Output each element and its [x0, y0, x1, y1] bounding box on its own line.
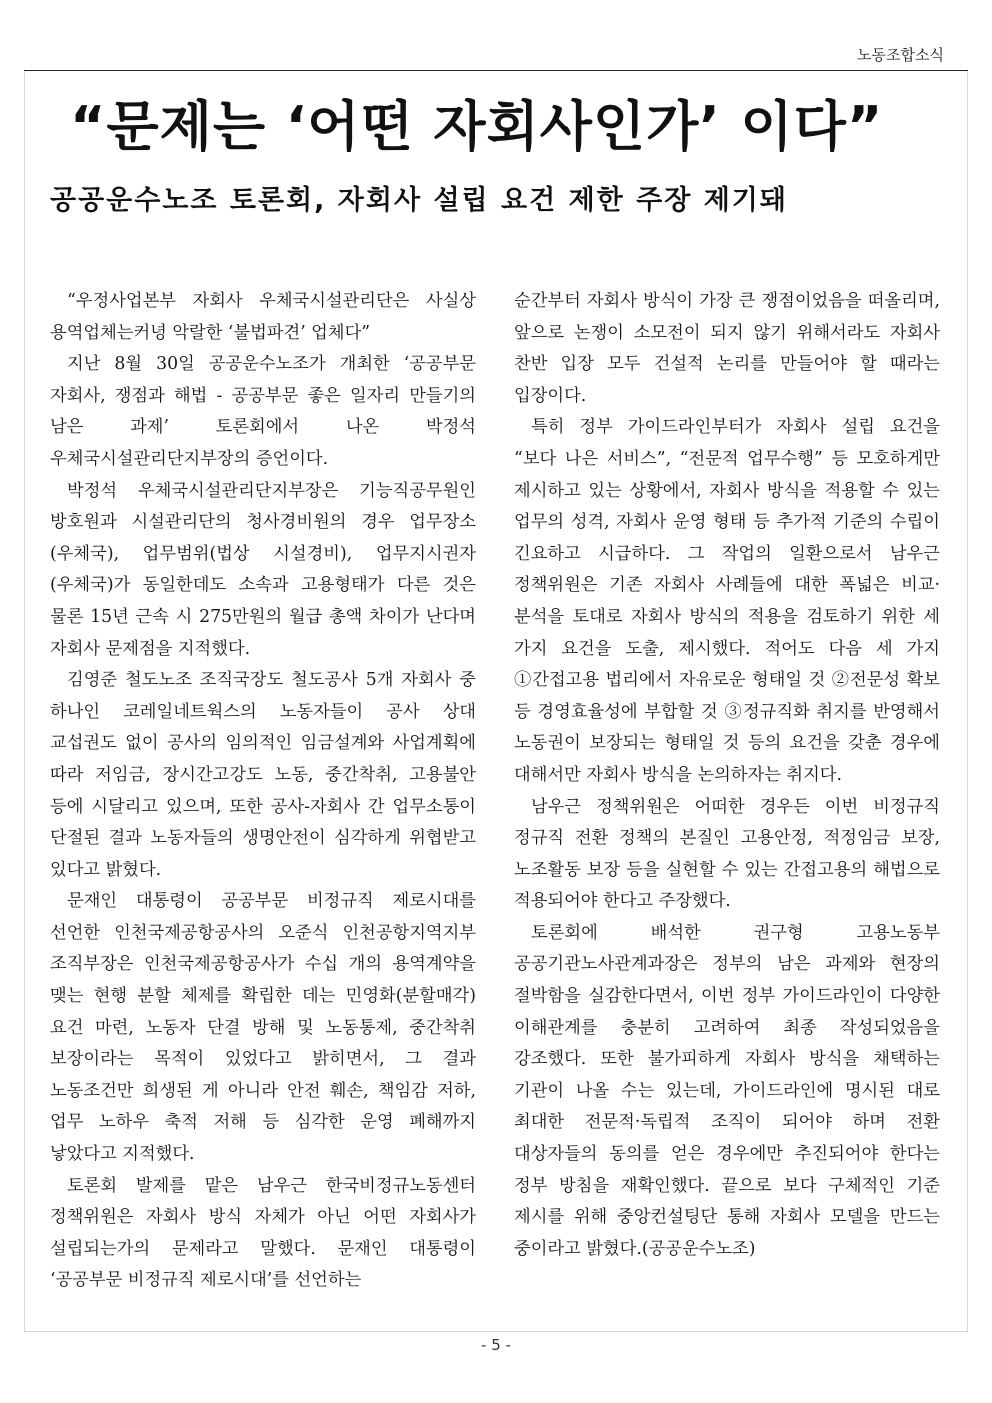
paragraph: 특히 정부 가이드라인부터가 자회사 설립 요건을 “보다 나은 서비스”, “전문적 업무수행” 등 모호하게만 제시하고 있는 상황에서, 자회사 방식을 적용할 수 있는 업무의 성격, 자회사 운영 형태 등 추가적 기준의 수립이 긴요하고 시급하다. 그 작업의 일환으로서 남우근 정책위원은 기존 자회사 사례들에 대한 폭넓은 비교·분석을 토대로 자회사 방식의 적용을 검토하기 위한 세 가지 요건을 도출, 제시했다. 적어도 다음 세 가지 ①간접고용 법리에서 자유로운 형태일 것 ②전문성 확보 등 경영효율성에 부합할 것 ③정규직화 취지를 반영해서 노동권이 보장되는 형태일 것 등의 요건을 갖춘 경우에 대해서만 자회사 방식을 논의하자는 취지다.	[514, 417, 940, 785]
paragraph: “우정사업본부 자회사 우체국시설관리단은 사실상 용역업체는커녕 악랄한 ‘불법파견’ 업체다”	[50, 291, 476, 343]
page-number: - 5 -	[481, 1336, 511, 1354]
paragraph: 박정석 우체국시설관리단지부장은 기능직공무원인 방호원과 시설관리단의 청사경비원의 경우 업무장소(우체국), 업무범위(법상 시설경비), 업무지시권자(우체국)가 동일한데도 소속과 고용형태가 다른 것은 물론 15년 근속 시 275만원의 월급 총액 차이가 난다며 자회사 문제점을 지적했다.	[50, 480, 476, 659]
paragraph: 김영준 철도노조 조직국장도 철도공사 5개 자회사 중 하나인 코레일네트웍스의 노동자들이 공사 상대 교섭권도 없이 공사의 임의적인 임금설계와 사업계획에 따라 저임금, 장시간고강도 노동, 중간착취, 고용불안 등에 시달리고 있으며, 또한 공사-자회사 간 업무소통이 단절된 결과 노동자들의 생명안전이 심각하게 위협받고 있다고 밝혔다.	[50, 670, 476, 880]
subheadline: 공공운수노조 토론회, 자회사 설립 요건 제한 주장 제기돼	[50, 185, 788, 216]
headline: “문제는 ‘어떤 자회사인가’ 이다”	[70, 95, 884, 158]
paragraph: 토론회 발제를 맡은 남우근 한국비정규노동센터 정책위원은 자회사 방식 자체가 아닌 어떤 자회사가 설립되는가의 문제라고 말했다. 문재인 대통령이 ‘공공부문 비정규직 제로시대’를 선언하는	[50, 1175, 476, 1291]
paragraph: 지난 8월 30일 공공운수노조가 개최한 ‘공공부문 자회사, 쟁점과 해법 - 공공부문 좋은 일자리 만들기의 남은 과제’ 토론회에서 나온 박정석 우체국시설관리단지부장의 증언이다.	[50, 354, 476, 469]
header-rule	[24, 70, 968, 71]
paragraph: 토론회에 배석한 권구형 고용노동부 공공기관노사관계과장은 정부의 남은 과제와 현장의 절박함을 실감한다면서, 이번 정부 가이드라인이 다양한 이해관계를 충분히 고려하여 최종 작성되었음을 강조했다. 또한 불가피하게 자회사 방식을 채택하는 기관이 나올 수는 있는데, 가이드라인에 명시된 대로 최대한 전문적·독립적 조직이 되어야 하며 전환 대상자들의 동의를 얻은 경우에만 추진되어야 한다는 정부 방침을 재확인했다. 끝으로 보다 구체적인 기준 제시를 위해 중앙컨설팅단 통해 자회사 모델을 만드는 중이라고 밝혔다.(공공운수노조)	[514, 922, 940, 1259]
paragraph: 문재인 대통령이 공공부문 비정규직 제로시대를 선언한 인천국제공항공사의 오준식 인천공항지역지부 조직부장은 인천국제공항공사가 수십 개의 용역계약을 맺는 현행 분할 체제를 확립한 데는 민영화(분할매각) 요건 마련, 노동자 단결 방해 및 노동통제, 중간착취 보장이라는 목적이 있었다고 밝히면서, 그 결과 노동조건만 희생된 게 아니라 안전 훼손, 책임감 저하, 업무 노하우 축적 저해 등 심각한 운영 폐해까지 낳았다고 지적했다.	[50, 891, 476, 1165]
paragraph: 남우근 정책위원은 어떠한 경우든 이번 비정규직 정규직 전환 정책의 본질인 고용안정, 적정임금 보장, 노조활동 보장 등을 실현할 수 있는 간접고용의 해법으로 적용되어야 한다고 주장했다.	[514, 796, 940, 912]
paragraph-continued: 순간부터 자회사 방식이 가장 큰 쟁점이었음을 떠올리며, 앞으로 논쟁이 소모전이 되지 않기 위해서라도 자회사 찬반 입장 모두 건설적 논리를 만들어야 할 때라는 입장이다.	[514, 291, 940, 406]
article-column-right	[514, 286, 940, 1265]
article-column-left	[50, 286, 476, 1297]
section-label: 노동조합소식	[857, 46, 944, 64]
